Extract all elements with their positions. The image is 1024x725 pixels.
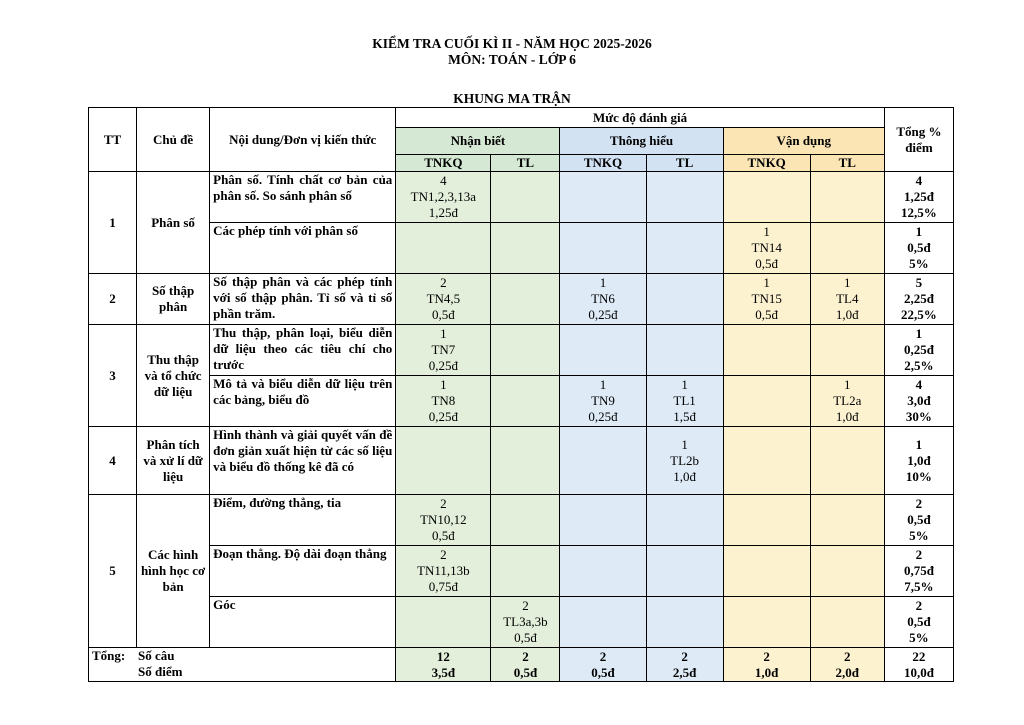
total-line: 1 (915, 326, 923, 341)
summary-line: 2 (763, 648, 770, 664)
knowledge-unit: Các phép tính với phân số (210, 223, 396, 274)
total-line: 2,5% (904, 358, 934, 373)
matrix-cell-nb-tnkq (396, 325, 491, 376)
matrix-cell-nb-tl (491, 325, 560, 376)
total-line: 5 (915, 275, 923, 290)
summary-cell-vd-tl (810, 648, 884, 682)
total-line: 1 (915, 436, 923, 452)
total-line: 2,25đ (903, 291, 934, 306)
row-total (884, 376, 953, 427)
cell-line: 1,5đ (673, 409, 696, 424)
cell-line: 1 (763, 224, 770, 239)
topic-name: Thu thập và tổ chức dữ liệu (137, 325, 210, 427)
cell-line: 2 (522, 598, 529, 613)
knowledge-unit: Góc (210, 597, 396, 648)
subject-title: MÔN: TOÁN - LỚP 6 (448, 52, 576, 67)
matrix-cell-vd-tnkq (723, 223, 810, 274)
assessment-matrix-table (88, 107, 954, 682)
cell-line: 1 (440, 377, 447, 392)
col-header-vd-tl: TL (810, 155, 884, 172)
row-total (884, 597, 953, 648)
cell-line: 0,25đ (428, 358, 458, 373)
cell-line: 4 (440, 173, 447, 188)
cell-line: 1 (681, 377, 688, 392)
summary-title: Tổng: (92, 648, 126, 663)
cell-line: 0,75đ (428, 579, 458, 594)
matrix-cell-vd-tl (810, 172, 884, 223)
topic-number: 2 (89, 274, 137, 325)
matrix-cell-vd-tl (810, 597, 884, 648)
table-row (89, 223, 954, 274)
matrix-cell-nb-tnkq (396, 597, 491, 648)
row-total (884, 325, 953, 376)
topic-name: Số thập phân (137, 274, 210, 325)
matrix-cell-th-tl (646, 546, 723, 597)
cell-line: 1,0đ (835, 307, 859, 322)
topic-number: 1 (89, 172, 137, 274)
matrix-cell-vd-tl (810, 495, 884, 546)
matrix-cell-th-tnkq (560, 597, 646, 648)
topic-name: Các hình hình học cơ bản (137, 495, 210, 648)
cell-line: 1,0đ (673, 468, 696, 484)
col-header-tt: TT (89, 108, 137, 172)
summary-line: 22 (912, 648, 926, 664)
matrix-cell-nb-tl (491, 274, 560, 325)
matrix-cell-th-tnkq (560, 546, 646, 597)
topic-number: 4 (89, 427, 137, 495)
total-line: 0,5đ (907, 614, 931, 629)
summary-line: 12 (436, 648, 450, 664)
cell-line: 1 (844, 377, 851, 392)
col-header-nb-tnkq: TNKQ (396, 155, 491, 172)
total-line: 22,5% (901, 307, 937, 322)
summary-line: 2 (681, 648, 688, 664)
cell-line: 2 (440, 547, 447, 562)
total-line: 30% (905, 409, 932, 424)
summary-count-label: Số câu (138, 648, 175, 663)
summary-line: 0,5đ (513, 664, 538, 680)
row-total (884, 172, 953, 223)
total-line: 1,25đ (903, 189, 934, 204)
total-line: 1,0đ (907, 452, 931, 468)
col-header-th-tnkq: TNKQ (560, 155, 646, 172)
summary-label (89, 648, 396, 682)
matrix-cell-th-tl (646, 223, 723, 274)
matrix-cell-vd-tnkq (723, 597, 810, 648)
summary-line: 2 (522, 648, 529, 664)
topic-number: 5 (89, 495, 137, 648)
table-row (89, 172, 954, 223)
cell-line: TN1,2,3,13a (410, 189, 477, 204)
summary-line: 2 (844, 648, 851, 664)
matrix-cell-vd-tl (810, 274, 884, 325)
summary-score-label: Số điểm (138, 664, 183, 679)
knowledge-unit: Mô tả và biểu diễn dữ liệu trên các bảng, biểu đồ (210, 376, 396, 427)
cell-line: TL2b (670, 452, 700, 468)
cell-line: 0,25đ (428, 409, 458, 424)
total-line: 0,75đ (903, 563, 934, 578)
cell-line: 1 (599, 377, 607, 392)
cell-line: 1 (599, 275, 607, 290)
summary-cell-nb-tl (491, 648, 560, 682)
cell-line: 0,5đ (755, 256, 779, 271)
matrix-cell-nb-tnkq (396, 546, 491, 597)
cell-line: 0,5đ (431, 528, 455, 543)
row-total (884, 223, 953, 274)
cell-line: TN9 (591, 393, 615, 408)
matrix-cell-vd-tl (810, 376, 884, 427)
knowledge-unit: Số thập phân và các phép tính với số thập phân. Tỉ số và tỉ số phần trăm. (210, 274, 396, 325)
exam-title: KIỂM TRA CUỐI KÌ II - NĂM HỌC 2025-2026 (372, 36, 652, 51)
cell-line: 1 (440, 326, 447, 341)
matrix-cell-th-tl (646, 172, 723, 223)
matrix-cell-th-tnkq (560, 495, 646, 546)
cell-line: TL4 (836, 291, 859, 306)
col-header-thong-hieu: Thông hiểu (560, 128, 723, 155)
matrix-cell-th-tl (646, 325, 723, 376)
cell-line: 1,25đ (428, 205, 458, 220)
cell-line: TN15 (751, 291, 782, 306)
matrix-cell-th-tl (646, 274, 723, 325)
cell-line: 2 (440, 275, 447, 290)
total-line: 5% (909, 528, 929, 543)
cell-line: TN6 (591, 291, 615, 306)
matrix-cell-nb-tl (491, 597, 560, 648)
total-line: 5% (909, 256, 929, 271)
cell-line: 0,5đ (755, 307, 779, 322)
cell-line: TL3a,3b (503, 614, 548, 629)
cell-line: 1 (763, 275, 770, 290)
matrix-cell-th-tnkq (560, 172, 646, 223)
summary-line: 10,0đ (903, 664, 934, 680)
matrix-cell-th-tnkq (560, 325, 646, 376)
col-header-levels: Mức độ đánh giá (396, 108, 885, 128)
matrix-title: KHUNG MA TRẬN (453, 91, 571, 106)
total-line: 1 (915, 224, 923, 239)
matrix-cell-vd-tnkq (723, 172, 810, 223)
matrix-cell-nb-tnkq (396, 172, 491, 223)
summary-cell-total (884, 648, 953, 682)
col-header-total: Tổng % điểm (884, 108, 953, 172)
matrix-cell-nb-tl (491, 427, 560, 495)
summary-line: 3,5đ (431, 664, 456, 680)
matrix-cell-vd-tnkq (723, 325, 810, 376)
total-line: 3,0đ (907, 393, 931, 408)
col-header-nhan-biet: Nhận biết (396, 128, 560, 155)
summary-line: 1,0đ (754, 664, 779, 680)
row-total (884, 427, 953, 495)
total-line: 4 (915, 377, 923, 392)
cell-line: 1,0đ (835, 409, 859, 424)
summary-cell-th-tl (646, 648, 723, 682)
summary-cell-vd-tnkq (723, 648, 810, 682)
col-header-topic: Chủ đề (137, 108, 210, 172)
row-total (884, 495, 953, 546)
cell-line: 2 (440, 496, 447, 511)
knowledge-unit: Điểm, đường thẳng, tia (210, 495, 396, 546)
table-row (89, 427, 954, 495)
matrix-cell-nb-tnkq (396, 376, 491, 427)
total-line: 10% (905, 468, 932, 484)
cell-line: 0,5đ (431, 307, 455, 322)
cell-line: TN11,13b (417, 563, 470, 578)
matrix-cell-nb-tl (491, 546, 560, 597)
matrix-cell-vd-tnkq (723, 546, 810, 597)
cell-line: 0,5đ (514, 630, 537, 645)
row-total (884, 274, 953, 325)
cell-line: TN4,5 (426, 291, 461, 306)
matrix-cell-vd-tl (810, 427, 884, 495)
total-line: 0,5đ (907, 512, 931, 527)
cell-line: TN7 (431, 342, 456, 357)
topic-number: 3 (89, 325, 137, 427)
matrix-cell-nb-tl (491, 223, 560, 274)
total-line: 4 (915, 173, 923, 188)
total-line: 0,5đ (907, 240, 931, 255)
col-header-vd-tnkq: TNKQ (723, 155, 810, 172)
summary-line: 2 (599, 648, 607, 664)
total-line: 2 (915, 547, 923, 562)
matrix-cell-th-tl (646, 376, 723, 427)
matrix-cell-nb-tnkq (396, 274, 491, 325)
total-line: 2 (915, 496, 923, 511)
table-row (89, 325, 954, 376)
matrix-cell-vd-tnkq (723, 427, 810, 495)
matrix-cell-vd-tl (810, 223, 884, 274)
summary-cell-th-tnkq (560, 648, 646, 682)
summary-line: 2,0đ (835, 664, 860, 680)
topic-name: Phân tích và xử lí dữ liệu (137, 427, 210, 495)
summary-line: 2,5đ (672, 664, 697, 680)
matrix-cell-th-tl (646, 495, 723, 546)
summary-row (89, 648, 954, 682)
table-row (89, 597, 954, 648)
table-row (89, 495, 954, 546)
total-line: 5% (909, 630, 929, 645)
matrix-cell-nb-tnkq (396, 495, 491, 546)
cell-line: TL2a (833, 393, 862, 408)
knowledge-unit: Đoạn thẳng. Độ dài đoạn thẳng (210, 546, 396, 597)
cell-line: TL1 (673, 393, 696, 408)
matrix-cell-nb-tl (491, 172, 560, 223)
total-line: 2 (915, 598, 923, 613)
col-header-nb-tl: TL (491, 155, 560, 172)
matrix-cell-vd-tnkq (723, 495, 810, 546)
col-header-content: Nội dung/Đơn vị kiến thức (210, 108, 396, 172)
total-line: 12,5% (901, 205, 937, 220)
matrix-cell-th-tnkq (560, 427, 646, 495)
matrix-cell-nb-tl (491, 376, 560, 427)
topic-name: Phân số (137, 172, 210, 274)
knowledge-unit: Thu thập, phân loại, biểu diễn dữ liệu theo các tiêu chí cho trước (210, 325, 396, 376)
total-line: 7,5% (904, 579, 934, 594)
cell-line: TN14 (751, 240, 782, 255)
matrix-cell-th-tl (646, 597, 723, 648)
table-row (89, 376, 954, 427)
table-row (89, 546, 954, 597)
matrix-cell-nb-tl (491, 495, 560, 546)
col-header-van-dung: Vận dụng (723, 128, 884, 155)
cell-line: 1 (681, 436, 688, 452)
matrix-cell-vd-tl (810, 325, 884, 376)
matrix-cell-th-tnkq (560, 376, 646, 427)
summary-cell-nb-tnkq (396, 648, 491, 682)
col-header-th-tl: TL (646, 155, 723, 172)
cell-line: 1 (844, 275, 851, 290)
knowledge-unit: Phân số. Tính chất cơ bản của phân số. So sánh phân số (210, 172, 396, 223)
matrix-cell-th-tnkq (560, 223, 646, 274)
summary-line: 0,5đ (591, 664, 615, 680)
cell-line: TN8 (431, 393, 456, 408)
matrix-cell-vd-tnkq (723, 376, 810, 427)
matrix-cell-nb-tnkq (396, 427, 491, 495)
matrix-cell-th-tnkq (560, 274, 646, 325)
cell-line: TN10,12 (420, 512, 467, 527)
cell-line: 0,25đ (588, 409, 618, 424)
table-row (89, 274, 954, 325)
matrix-cell-vd-tnkq (723, 274, 810, 325)
knowledge-unit: Hình thành và giải quyết vấn đề đơn giản xuất hiện từ các số liệu và biểu đồ thống kê đã có (210, 427, 396, 495)
matrix-cell-th-tl (646, 427, 723, 495)
row-total (884, 546, 953, 597)
matrix-cell-vd-tl (810, 546, 884, 597)
matrix-cell-nb-tnkq (396, 223, 491, 274)
cell-line: 0,25đ (588, 307, 618, 322)
total-line: 0,25đ (903, 342, 934, 357)
